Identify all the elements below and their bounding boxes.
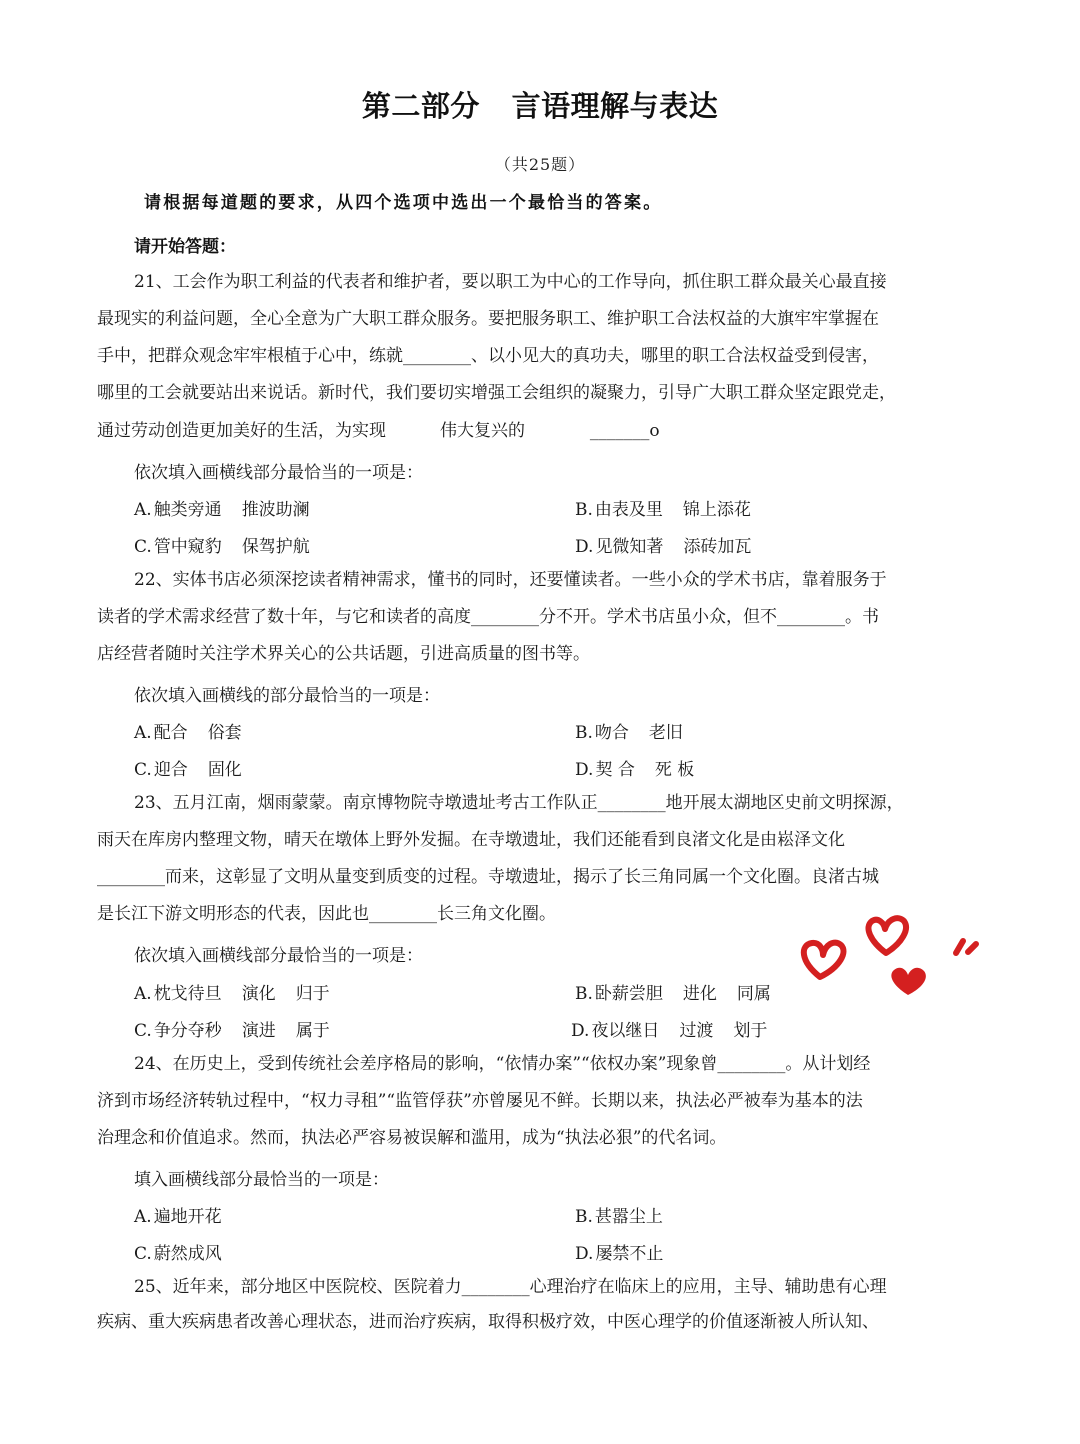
stroke-mark-icon [956, 941, 963, 953]
option-word: 死 板 [654, 760, 695, 780]
option-word: 契 合 [595, 760, 635, 780]
question-24-option-d[interactable] [575, 1239, 683, 1264]
option-word: 管中窥豹 [153, 537, 222, 557]
question-23-option-d[interactable] [571, 1016, 787, 1041]
option-word: 蔚然成风 [153, 1244, 222, 1264]
question-21-option-b[interactable] [575, 495, 771, 520]
option-letter: A. [134, 500, 152, 520]
question-21-option-c[interactable] [134, 532, 330, 557]
question-23-option-b[interactable] [575, 979, 791, 1004]
question-21-line-4: 哪里的工会就要站出来说话。新时代，我们要切实增强工会组织的凝聚力，引导广大职工群众坚定跟党走， [97, 383, 896, 403]
heart-filled-icon [891, 968, 926, 995]
question-21-option-d[interactable] [575, 532, 771, 557]
option-word: 遍地开花 [153, 1207, 222, 1227]
option-word: 老旧 [648, 723, 683, 743]
section-title: 第二部分 言语理解与表达 [361, 89, 719, 123]
question-24-option-a[interactable] [134, 1202, 242, 1227]
option-word: 卧薪尝胆 [594, 984, 663, 1004]
hearts-sticker-icon [790, 905, 990, 1015]
option-word: 枕戈待旦 [153, 984, 222, 1004]
question-22-prompt: 依次填入画横线的部分最恰当的一项是： [134, 686, 440, 706]
heart-outline-icon [868, 918, 906, 953]
option-letter: A. [134, 723, 152, 743]
question-24-option-c[interactable] [134, 1239, 242, 1264]
question-21-prompt: 依次填入画横线部分最恰当的一项是： [134, 463, 423, 483]
question-24-line-3: 治理念和价值追求。然而，执法必严容易被误解和滥用，成为“执法必狠”的代名词。 [97, 1128, 727, 1148]
option-word: 过渡 [679, 1021, 714, 1041]
option-word: 吻合 [594, 723, 629, 743]
question-24-option-b[interactable] [575, 1202, 683, 1227]
question-22-option-a[interactable] [134, 718, 262, 743]
question-22-line-2: 读者的学术需求经营了数十年，与它和读者的高度________分不开。学术书店虽小众，但不________。书 [97, 607, 879, 627]
option-letter: A. [134, 1207, 152, 1227]
question-22-line-1: 22、实体书店必须深挖读者精神需求，懂书的同时，还要懂读者。一些小众的学术书店，靠着服务于 [134, 570, 887, 590]
option-letter: B. [575, 723, 593, 743]
question-22-option-d[interactable] [575, 755, 714, 780]
option-word: 演进 [241, 1021, 276, 1041]
option-letter: D. [571, 1021, 590, 1041]
option-word: 推波助澜 [241, 500, 310, 520]
question-21-line-5: 通过劳动创造更加美好的生活，为实现 伟大复兴的 _______o [97, 421, 660, 441]
option-letter: C. [134, 1021, 152, 1041]
option-word: 夜以继日 [591, 1021, 660, 1041]
option-word: 划于 [733, 1021, 768, 1041]
question-21-line-1: 21、工会作为职工利益的代表者和维护者，要以职工为中心的工作导向，抓住职工群众最关心最直接 [134, 272, 887, 292]
option-word: 见微知著 [595, 537, 664, 557]
start-label: 请开始答题： [134, 237, 236, 257]
question-21-line-3: 手中，把群众观念牢牢根植于心中，练就________、以小见大的真功夫，哪里的职工合法权益受到侵害， [97, 346, 879, 366]
option-word: 属于 [295, 1021, 330, 1041]
option-letter: D. [575, 537, 594, 557]
question-25-line-1: 25、近年来，部分地区中医院校、医院着力________心理治疗在临床上的应用，主导、辅助患有心理 [134, 1277, 887, 1297]
option-word: 同属 [736, 984, 771, 1004]
option-word: 配合 [153, 723, 188, 743]
question-22-option-b[interactable] [575, 718, 703, 743]
option-word: 屡禁不止 [595, 1244, 664, 1264]
option-word: 俗套 [207, 723, 242, 743]
option-letter: D. [575, 1244, 594, 1264]
option-letter: C. [134, 537, 152, 557]
option-letter: A. [134, 984, 152, 1004]
option-word: 争分夺秒 [153, 1021, 222, 1041]
option-word: 保驾护航 [241, 537, 310, 557]
question-21-line-2: 最现实的利益问题，全心全意为广大职工群众服务。要把服务职工、维护职工合法权益的大旗牢牢掌握在 [97, 309, 879, 329]
question-23-prompt: 依次填入画横线部分最恰当的一项是： [134, 946, 423, 966]
question-21-option-a[interactable] [134, 495, 330, 520]
option-word: 添砖加瓦 [683, 537, 752, 557]
question-22-option-c[interactable] [134, 755, 262, 780]
option-word: 甚嚣尘上 [594, 1207, 663, 1227]
option-letter: C. [134, 760, 152, 780]
question-24-line-1: 24、在历史上，受到传统社会差序格局的影响，“依情办案”“依权办案”现象曾________。从计划经 [134, 1054, 871, 1074]
question-23-line-2: 雨天在库房内整理文物，晴天在墩体上野外发掘。在寺墩遗址，我们还能看到良渚文化是由崧泽文化 [97, 830, 845, 850]
option-word: 进化 [682, 984, 717, 1004]
option-word: 由表及里 [594, 500, 663, 520]
question-22-line-3: 店经营者随时关注学术界关心的公共话题，引进高质量的图书等。 [97, 644, 590, 664]
option-word: 迎合 [153, 760, 188, 780]
question-24-line-2: 济到市场经济转轨过程中，“权力寻租”“监管俘获”亦曾屡见不鲜。长期以来，执法必严被奉为基本的法 [97, 1091, 863, 1111]
option-letter: B. [575, 500, 593, 520]
question-23-line-3: ________而来，这彰显了文明从量变到质变的过程。寺墩遗址，揭示了长三角同属一个文化圈。良渚古城 [97, 867, 879, 887]
question-23-option-c[interactable] [134, 1016, 350, 1041]
option-letter: B. [575, 984, 593, 1004]
option-word: 固化 [207, 760, 242, 780]
option-word: 演化 [241, 984, 276, 1004]
option-word: 触类旁通 [153, 500, 222, 520]
option-letter: B. [575, 1207, 593, 1227]
option-letter: D. [575, 760, 594, 780]
question-23-line-4: 是长江下游文明形态的代表，因此也________长三角文化圈。 [97, 904, 556, 924]
instruction-text: 请根据每道题的要求，从四个选项中选出一个最恰当的答案。 [144, 193, 663, 213]
question-24-prompt: 填入画横线部分最恰当的一项是： [134, 1170, 389, 1190]
question-25-line-2: 疾病、重大疾病患者改善心理状态，进而治疗疾病，取得积极疗效，中医心理学的价值逐渐被人所认知、 [97, 1312, 879, 1332]
question-23-option-a[interactable] [134, 979, 350, 1004]
stroke-mark-icon [968, 944, 976, 952]
option-letter: C. [134, 1244, 152, 1264]
heart-outline-icon [804, 943, 844, 977]
option-word: 归于 [295, 984, 330, 1004]
option-word: 锦上添花 [682, 500, 751, 520]
question-count: （共25题） [494, 155, 586, 174]
question-23-line-1: 23、五月江南，烟雨蒙蒙。南京博物院寺墩遗址考古工作队正________地开展太湖地区史前文明探源， [134, 793, 904, 813]
